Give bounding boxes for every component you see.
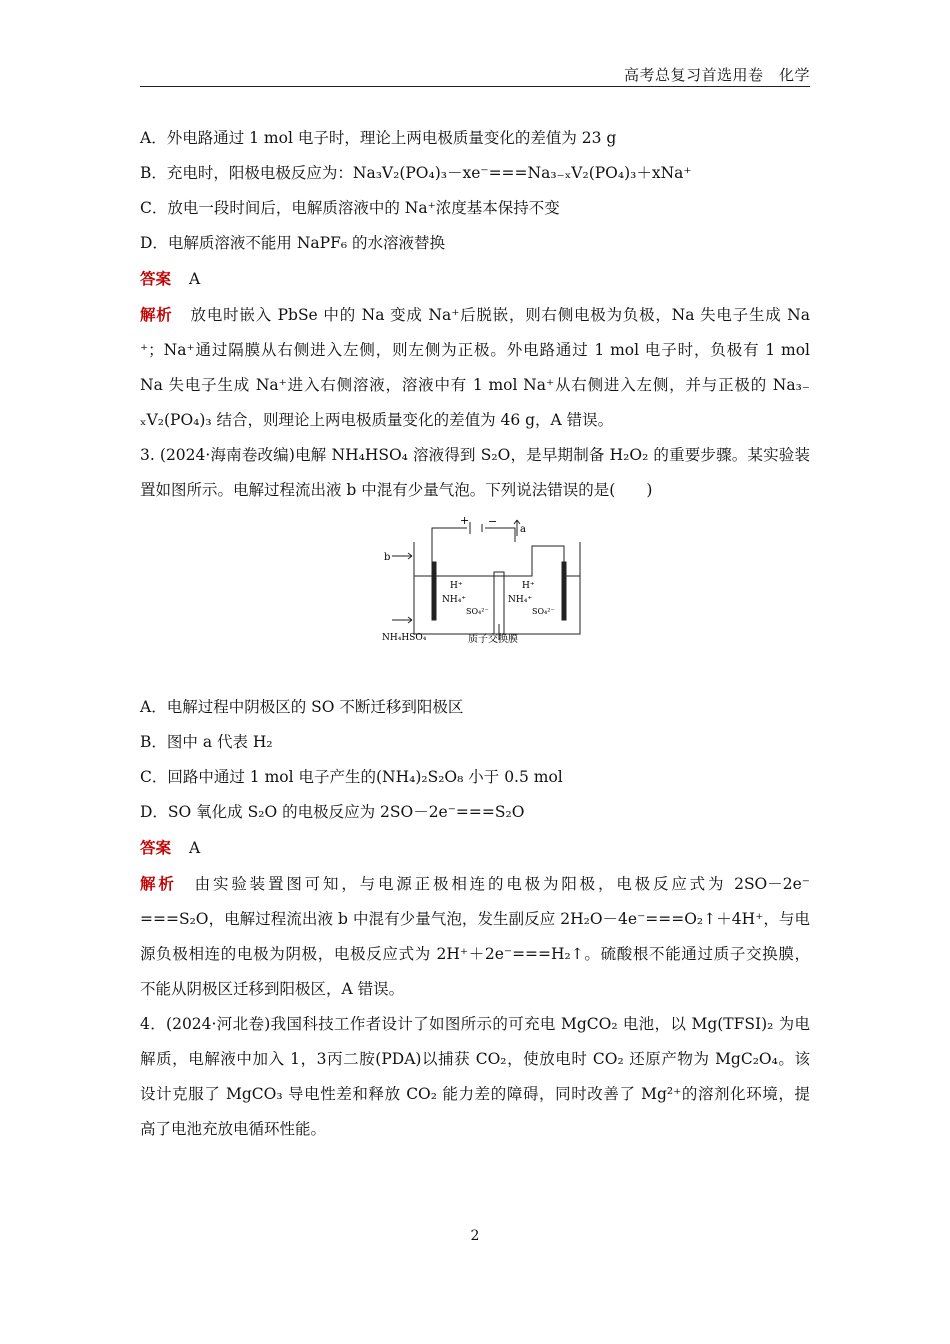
- q3-option-c: C．回路中通过 1 mol 电子产生的(NH₄)₂S₂O₈ 小于 0.5 mol: [140, 768, 563, 786]
- q3-option-d: D．SO 氧化成 S₂O 的电极反应为 2SO－2e⁻===S₂O: [140, 803, 525, 821]
- q3-analysis-line: 源负极相连的电极为阴极，电极反应式为 2H⁺＋2e⁻===H₂↑。硫酸根不能通过质子交换膜，: [140, 945, 810, 963]
- cell-outline: [414, 542, 580, 634]
- analysis-text: 放电时嵌入 PbSe 中的 Na 变成 Na⁺后脱嵌，则右侧电极为负极，Na 失电子生成 Na: [190, 306, 810, 324]
- q2-analysis-line: Na 失电子生成 Na⁺进入右侧溶液，溶液中有 1 mol Na⁺从右侧进入左侧，并与正极的 Na₃₋: [140, 376, 810, 394]
- q3-option-b: B．图中 a 代表 H₂: [140, 733, 273, 751]
- q3-analysis-line: 不能从阴极区迁移到阳极区，A 错误。: [140, 980, 405, 998]
- q2-option-c: C．放电一段时间后，电解质溶液中的 Na⁺浓度基本保持不变: [140, 199, 560, 217]
- plus-sign: +: [460, 514, 470, 527]
- q3-stem-line: 置如图所示。电解过程流出液 b 中混有少量气泡。下列说法错误的是( ): [140, 481, 653, 499]
- minus-sign: −: [488, 515, 498, 528]
- right-ion-so4: SO₄²⁻: [532, 607, 555, 616]
- label-a: a: [520, 524, 526, 535]
- right-ion-h: H⁺: [522, 581, 535, 591]
- right-ion-nh4: NH₄⁺: [508, 595, 533, 605]
- answer-value: A: [189, 839, 201, 857]
- q2-analysis-line: ₓV₂(PO₄)₃ 结合，则理论上两电极质量变化的差值为 46 g，A 错误。: [140, 411, 614, 429]
- q3-analysis-line: [140, 866, 810, 902]
- q2-analysis-line: ⁺；Na⁺通过隔膜从右侧进入左侧，则左侧为正极。外电路通过 1 mol 电子时，负极有 1 mol: [140, 341, 810, 359]
- answer-label: 答案: [140, 269, 172, 288]
- analysis-text: 由实验装置图可知，与电源正极相连的电极为阳极，电极反应式为 2SO－2e⁻: [194, 875, 810, 893]
- outlet-b-arrow: [392, 553, 412, 559]
- answer-label: 答案: [140, 838, 172, 857]
- header-divider: [140, 86, 810, 87]
- q2-option-b: B．充电时，阳极电极反应为：Na₃V₂(PO₄)₃－xe⁻===Na₃₋ₓV₂(PO₄)₃＋xNa⁺: [140, 164, 692, 182]
- electrolysis-diagram: [140, 508, 810, 690]
- q2-option-a: A．外电路通过 1 mol 电子时，理论上两电极质量变化的差值为 23 g: [140, 129, 617, 147]
- q4-stem-line: 解质，电解液中加入 1，3丙二胺(PDA)以捕获 CO₂，使放电时 CO₂ 还原产物为 MgC₂O₄。该: [140, 1050, 810, 1068]
- answer-value: A: [189, 270, 201, 288]
- electrolysis-apparatus: [382, 514, 582, 644]
- left-electrode: [432, 562, 436, 620]
- page-number: 2: [470, 1228, 480, 1244]
- right-electrode: [562, 562, 566, 620]
- analysis-label: 解析: [140, 874, 177, 893]
- q4-stem-line: 4．(2024·河北卷)我国科技工作者设计了如图所示的可充电 MgCO₂ 电池，以 Mg(TFSI)₂ 为电: [140, 1015, 810, 1033]
- q3-analysis-line: ===S₂O，电解过程流出液 b 中混有少量气泡，发生副反应 2H₂O－4e⁻===O₂↑＋4H⁺，与电: [140, 910, 810, 928]
- inlet-label: NH₄HSO₄: [382, 633, 427, 643]
- inlet-arrow: [392, 617, 412, 623]
- q3-stem-line: 3. (2024·海南卷改编)电解 NH₄HSO₄ 溶液得到 S₂O，是早期制备 H₂O₂ 的重要步骤。某实验装: [140, 446, 810, 464]
- membrane-label: 质子交换膜: [468, 634, 518, 644]
- q3-option-a: A．电解过程中阴极区的 SO 不断迁移到阳极区: [140, 698, 464, 716]
- q2-answer: [140, 261, 810, 297]
- q2-option-d: D．电解质溶液不能用 NaPF₆ 的水溶液替换: [140, 234, 445, 252]
- left-ion-nh4: NH₄⁺: [442, 595, 467, 605]
- q2-analysis-line: [140, 297, 810, 333]
- q3-answer: [140, 830, 810, 866]
- q4-stem-line: 高了电池充放电循环性能。: [140, 1120, 327, 1138]
- left-ion-so4: SO₄²⁻: [466, 607, 489, 616]
- running-header: 高考总复习首选用卷 化学: [623, 66, 810, 84]
- page-body: [140, 121, 810, 1147]
- left-ion-h: H⁺: [450, 581, 463, 591]
- q4-stem-line: 设计克服了 MgCO₃ 导电性差和释放 CO₂ 能力差的障碍，同时改善了 Mg²⁺的溶剂化环境，提: [140, 1085, 810, 1103]
- analysis-label: 解析: [140, 305, 173, 324]
- label-b: b: [384, 552, 391, 563]
